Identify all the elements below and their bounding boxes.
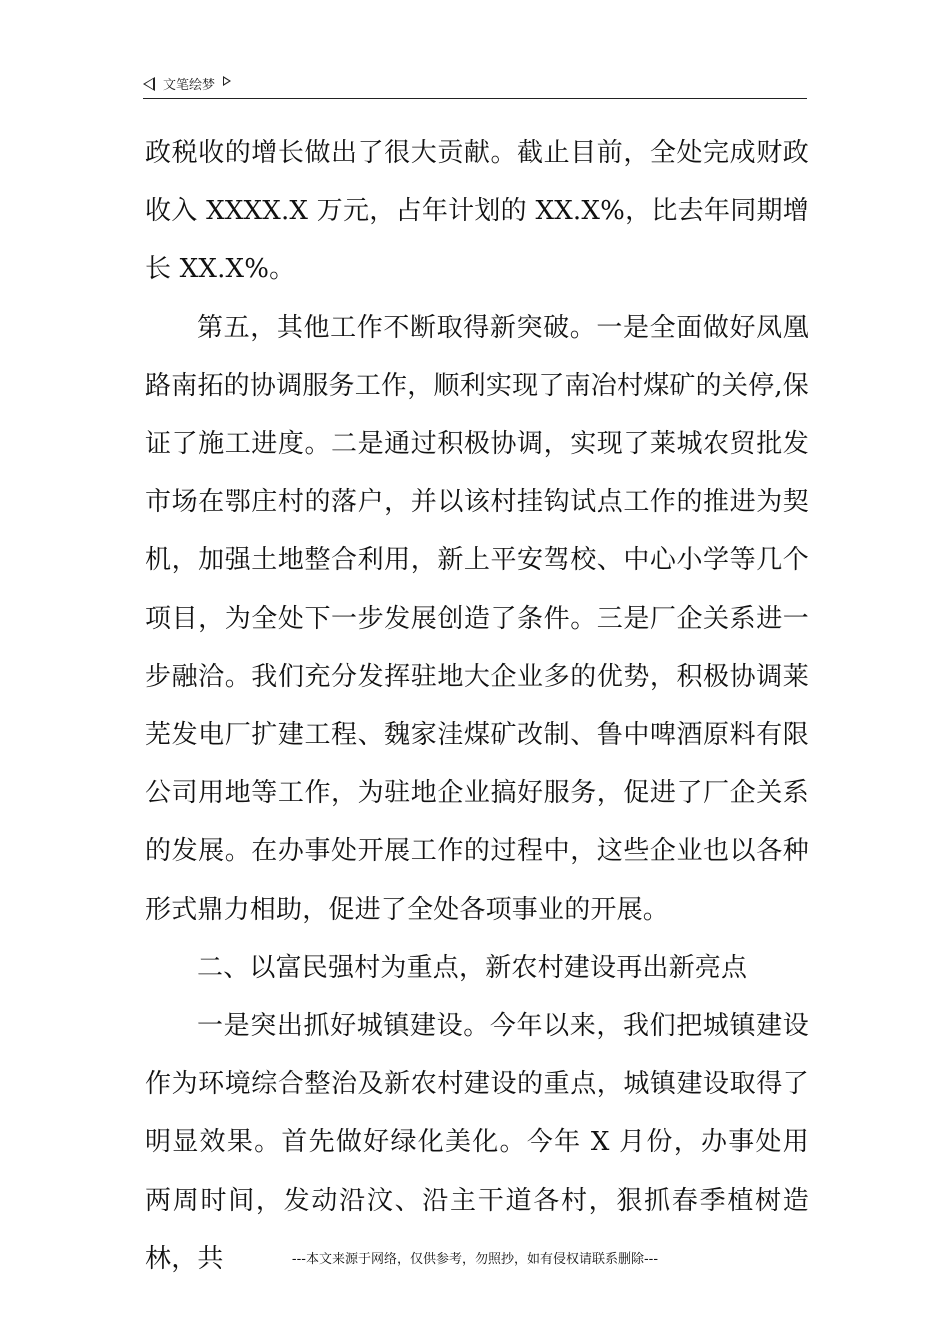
paragraph-1: 政税收的增长做出了很大贡献。截止目前，全处完成财政收入 XXXX.X 万元，占年计划的 XX.X%，比去年同期增长 XX.X%。 — [145, 138, 809, 285]
footer-notice: ---本文来源于网络，仅供参考，勿照抄，如有侵权请联系删除--- — [291, 1252, 659, 1267]
section-heading: 二、以富民强村为重点，新农村建设再出新亮点 — [197, 952, 748, 983]
header-brand: 文笔绘梦 — [163, 78, 216, 93]
page-header — [143, 74, 807, 99]
paragraph-2: 第五，其他工作不断取得新突破。一是全面做好凤凰路南拓的协调服务工作，顺利实现了南冶村煤矿的关停,保证了施工进度。二是通过积极协调，实现了莱城农贸批发市场在鄂庄村的落户，并以该村挂钩试点工作的推进为契机，加强土地整合利用，新上平安驾校、中心小学等几个项目，为全处下一步发展创造了条件。三是厂企关系进一步融洽。我们充分发挥驻地大企业多的优势，积极协调莱芜发电厂扩建工程、魏家洼煤矿改制、鲁中啤酒原料有限公司用地等工作，为驻地企业搞好服务，促进了厂企关系的发展。在办事处开展工作的过程中，这些企业也以各种形式鼎力相助，促进了全处各项事业的开展。 — [145, 312, 809, 925]
triangle-right-icon — [223, 76, 231, 86]
document-body — [145, 124, 809, 1288]
paragraph-3: 一是突出抓好城镇建设。今年以来，我们把城镇建设作为环境综合整治及新农村建设的重点，城镇建设取得了明显效果。首先做好绿化美化。今年 X 月份，办事处用两周时间，发动沿汶、沿主干道各村，狠抓春季植树造林，共 — [145, 1011, 809, 1274]
header-brand-group — [143, 74, 231, 93]
triangle-left-icon — [143, 77, 155, 91]
